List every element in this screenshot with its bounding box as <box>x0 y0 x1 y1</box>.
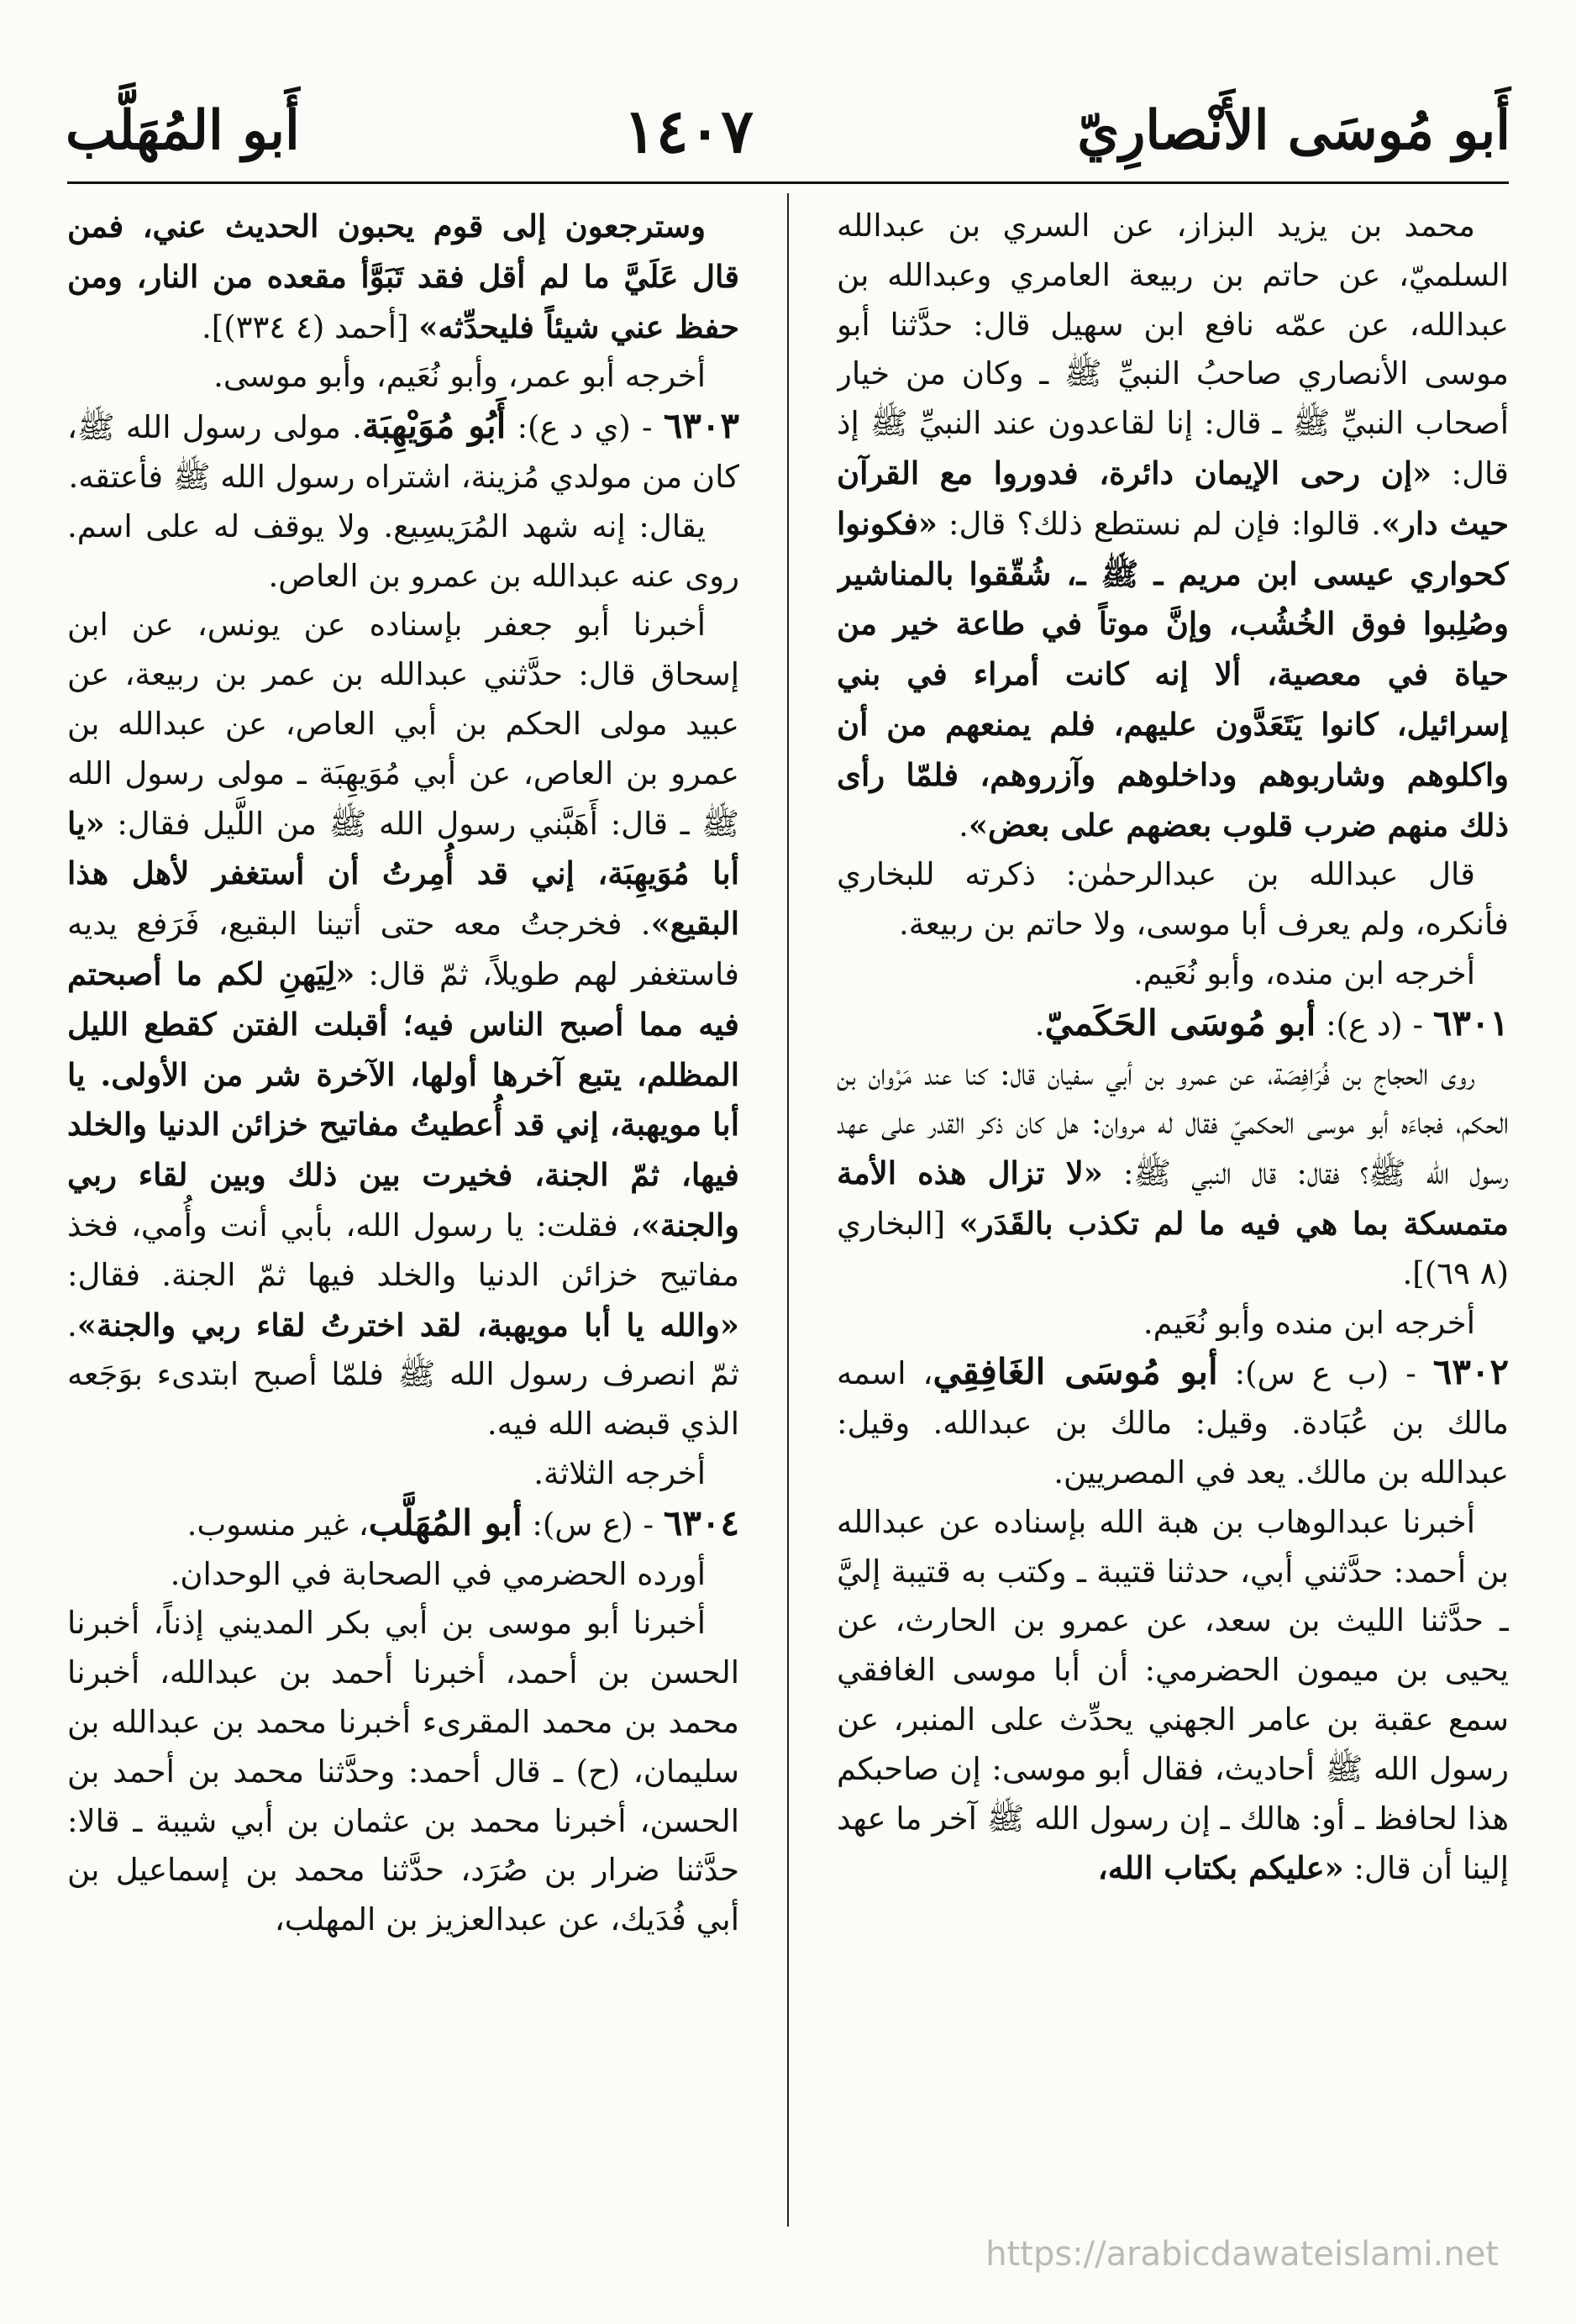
right-paragraph <box>837 202 1509 850</box>
left-entry-heading <box>67 1499 739 1550</box>
hadith-text: «والله يا أبا مويهبة، لقد اخترتُ لقاء ربي والجنة» <box>76 1306 739 1343</box>
paragraph-text: [البخاري (٨ ٦٩)]. <box>837 1205 1509 1291</box>
entry-code: - (ع س): <box>522 1506 664 1543</box>
left-paragraph <box>67 1550 739 1600</box>
right-paragraph <box>837 850 1509 949</box>
header-rule <box>67 181 1509 184</box>
entry-text: ، غير منسوب. <box>186 1506 369 1543</box>
paragraph-text: . فخرجتُ معه حتى أتينا البقيع، فَرَفع يديه فاستغفر لهم طويلاً، ثمّ قال: <box>67 906 739 992</box>
left-paragraph <box>67 502 739 602</box>
header-left-title: أَبو المُهَلَّب <box>66 98 300 162</box>
entry-code: - (ب ع س): <box>1217 1355 1433 1392</box>
hadith-text: «يا أبا مُوَيهِبَة، إني قد أُمِرتُ أن أستغفر لأهل هذا البقيع» <box>67 804 739 943</box>
paragraph-text: أخبرنا أبو موسى بن أبي بكر المديني إذناً، أخبرنا الحسن بن أحمد، أخبرنا أحمد بن عبدالله، أخبرنا محمد بن محمد المقرىء أخبرنا محمد بن عبدالله بن سليمان، (ح) ـ قال أحمد: وحدَّثنا محمد بن أحمد بن الحسن، أخبرنا محمد بن عثمان بن أبي شيبة ـ قالا: حدَّثنا ضرار بن صُرَد، حدَّثنا محمد بن إسماعيل بن أبي فُدَيك، عن عبدالعزيز بن المهلب، <box>67 1605 739 1938</box>
entry-text: . مولى رسول الله ﷺ، كان من مولدي مُزينة، اشتراه رسول الله ﷺ فأعتقه. <box>67 409 739 495</box>
entry-name: أبو مُوسَى الغَافِقِي <box>932 1351 1218 1393</box>
left-column <box>67 202 739 2218</box>
paragraph-text: أخبرنا عبدالوهاب بن هبة الله بإسناده عن عبدالله بن أحمد: حدَّثني أبي، حدثنا قتيبة ـ وكتب به قتيبة إليَّ ـ حدَّثنا الليث بن سعد، عن عمرو بن الحارث، عن يحيى بن ميمون الحضرمي: أن أبا موسى الغافقي سمع عقبة بن عامر الجهني يحدِّث على المنبر، عن رسول الله ﷺ أحاديث، فقال أبو موسى: إن صاحبكم هذا لحافظ ـ أو: هالك ـ إن رسول الله ﷺ آخر ما عهد إلينا أن قال: <box>837 1503 1509 1887</box>
paragraph-text: ، فقلت: يا رسول الله، بأبي أنت وأُمي، فخذ مفاتيح خزائن الدنيا والخلد فيها ثمّ الجنة. فقال: <box>67 1207 739 1293</box>
column-divider <box>787 193 789 2227</box>
paragraph-text: أخبرنا أبو جعفر بإسناده عن يونس، عن ابن إسحاق قال: حدَّثني عبدالله بن عمر بن ربيعة، عن عبيد مولى الحكم بن أبي العاص، عن عبدالله بن عمرو بن العاص، عن أبي مُوَيهِبَة ـ مولى رسول الله ﷺ ـ قال: أَهَبَّني رسول الله ﷺ من اللَّيل فقال: <box>67 607 739 842</box>
left-paragraph <box>67 352 739 402</box>
hadith-text: «عليكم بكتاب الله، <box>1097 1849 1344 1887</box>
right-paragraph <box>837 1050 1509 1299</box>
hadith-text: «إن رحى الإيمان دائرة، فدوروا مع القرآن حيث دار» <box>837 454 1509 542</box>
paragraph-text: يقال: إنه شهد المُرَيسِيع. ولا يوقف له على اسم. روى عنه عبدالله بن عمرو بن العاص. <box>67 507 739 594</box>
header-right-title: أَبو مُوسَى الأَنْصارِيّ <box>1077 98 1510 162</box>
right-entry-heading <box>837 999 1509 1050</box>
entry-number: ٦٣٠٣ <box>663 405 739 447</box>
paragraph-text: أخرجه ابن منده وأبو نُعَيم. <box>1143 1304 1475 1341</box>
entry-number: ٦٣٠٤ <box>663 1501 739 1543</box>
paragraph-text: أورده الحضرمي في الصحابة في الوحدان. <box>170 1555 706 1592</box>
entry-code: - (د ع): <box>1316 1006 1433 1043</box>
paragraph-text: أخرجه الثلاثة. <box>533 1454 706 1491</box>
entry-text: . <box>1034 1006 1045 1043</box>
right-paragraph <box>837 949 1509 999</box>
right-entry-heading <box>837 1348 1509 1497</box>
paragraph-text: [أحمد (٤ ٣٣٤)]. <box>202 308 419 345</box>
right-paragraph <box>837 1299 1509 1349</box>
paragraph-text: روى الحجاج بن فُرَافِصَة، عن عمرو بن أبي سفيان قال: كنا عند مَرْوان بن الحكم، فجاءَه أبو موسى الحكميّ فقال له مروان: هل كان ذكر القدر على عهد رسول الله ﷺ؟ فقال: قال النبي ﷺ: <box>837 1055 1509 1192</box>
left-paragraph <box>67 601 739 1449</box>
page-number: ١٤٠٧ <box>623 94 754 166</box>
entry-number: ٦٣٠٢ <box>1432 1351 1509 1393</box>
paragraph-text: قال عبدالله بن عبدالرحمٰن: ذكرته للبخاري فأنكره، ولم يعرف أبا موسى، ولا حاتم بن ربيعة. <box>837 856 1509 943</box>
right-column <box>837 202 1509 2218</box>
paragraph-text: محمد بن يزيد البزاز، عن السري بن عبدالله السلميّ، عن حاتم بن ربيعة العامري وعبدالله بن عبدالله، عن عمّه نافع ابن سهيل قال: حدَّثنا أبو موسى الأنصاري صاحبُ النبيِّ ﷺ ـ وكان من خيار أصحاب النبيِّ ﷺ ـ قال: إنا لقاعدون عند النبيِّ ﷺ إذ قال: <box>837 208 1509 492</box>
entry-name: أبو المُهَلَّب <box>368 1501 523 1543</box>
hadith-text: وسترجعون إلى قوم يحبون الحديث عني، فمن قال عَلَيَّ ما لم أقل فقد تَبَوَّأ مقعده من النار، ومن حفظ عني شيئاً فليحدِّثه» <box>67 208 739 345</box>
entry-code: - (ي د ع): <box>506 409 664 446</box>
paragraph-text: أخرجه أبو عمر، وأبو نُعَيم، وأبو موسى. <box>213 358 706 395</box>
paragraph-text: . <box>959 807 969 844</box>
right-paragraph <box>837 1498 1509 1894</box>
page-header <box>66 84 1510 176</box>
hadith-text: «لِيَهنِ لكم ما أصبحتم فيه مما أصبح الناس فيه؛ أقبلت الفتن كقطع الليل المظلم، يتبع آخرها أولها، الآخرة شر من الأولى. يا أبا مويهبة، إني قد أُعطيتُ مفاتيح خزائن الدنيا والخلد فيها، ثمّ الجنة، فخيرت بين ذلك وبين لقاء ربي والجنة» <box>67 954 739 1243</box>
watermark: https://arabicdawateislami.net <box>985 2235 1499 2274</box>
paragraph-text: أخرجه ابن منده، وأبو نُعَيم. <box>1132 954 1475 991</box>
entry-text: ، اسمه مالك بن عُبَادة. وقيل: مالك بن عبدالله. وقيل: عبدالله بن مالك. يعد في المصريين. <box>837 1355 1509 1491</box>
hadith-text: «لا تزال هذه الأمة متمسكة بما هي فيه ما لم تكذب بالقَدَر» <box>837 1154 1509 1242</box>
paragraph-text: . ثمّ انصرف رسول الله ﷺ فلمّا أصبح ابتدىء بوَجَعه الذي قبضه الله فيه. <box>67 1307 739 1443</box>
left-paragraph <box>67 1449 739 1499</box>
paragraph-text: . قالوا: فإن لم نستطع ذلك؟ قال: <box>938 505 1381 542</box>
left-entry-heading <box>67 402 739 502</box>
entry-name: أبو مُوسَى الحَكَميّ <box>1044 1002 1316 1044</box>
entry-name: أَبُو مُوَيْهِبَة <box>361 405 507 447</box>
left-paragraph <box>67 1599 739 1945</box>
left-paragraph <box>67 202 739 352</box>
hadith-text: «فكونوا كحواري عيسى ابن مريم ـ ﷺ ـ، شُقّقوا بالمناشير وصُلِبوا فوق الخُشُب، وإنَّ موتاً في طاعة خير من حياة في معصية، ألا إنه كانت أمراء في بني إسرائيل، كانوا يَتَعَدَّون عليهم، فلم يمنعهم من أن واكلوهم وشاربوهم وداخلوهم وآزروهم، فلمّا رأى ذلك منهم ضرب قلوب بعضهم على بعض» <box>837 504 1509 844</box>
entry-number: ٦٣٠١ <box>1432 1002 1509 1044</box>
